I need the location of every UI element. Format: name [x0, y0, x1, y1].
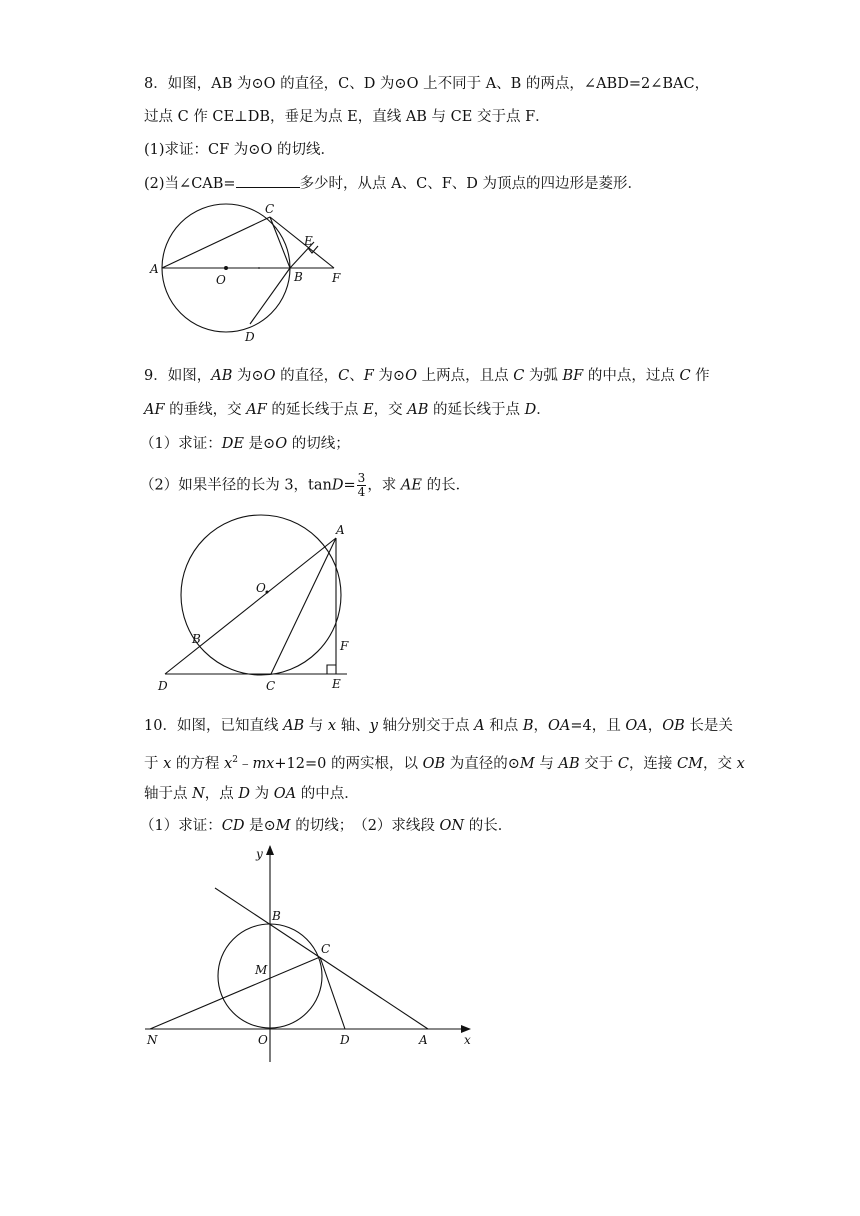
- q9-part2: （2）如果半径的长为 3，tanD= $\frac{3}{4}$ ，求 AE 的长．: [140, 471, 471, 499]
- q9-label-c: C: [266, 679, 276, 693]
- q8-mid-dot: [258, 267, 260, 269]
- q10-label-o: O: [258, 1033, 268, 1047]
- q8-label-a: A: [150, 262, 159, 276]
- q8-line1: 8．如图，AB 为⊙O 的直径，C、D 为⊙O 上不同于 A、B 的两点，∠ABD=2∠BAC，: [144, 76, 710, 92]
- q10-label-a: A: [419, 1033, 428, 1047]
- q10-line-ab: [215, 888, 428, 1029]
- q8-line2: 过点 C 作 CE⊥DB，垂足为点 E，直线 AB 与 CE 交于点 F．: [144, 109, 550, 125]
- q8-part2: [144, 173, 642, 194]
- q8-figure: [140, 200, 360, 350]
- answer-blank: [236, 173, 300, 188]
- q9-circle: [181, 515, 341, 675]
- q10-line-nc: [150, 957, 320, 1029]
- q8-part2-pre: (2)当∠CAB=: [144, 176, 236, 192]
- q8-label-f: F: [332, 271, 341, 285]
- q10-label-y: y: [256, 847, 263, 861]
- q8-label-o: O: [216, 273, 226, 287]
- q8-label-d: D: [245, 330, 255, 344]
- q8-center-dot: [224, 266, 228, 270]
- q9-right-angle-mark: [327, 665, 336, 674]
- q10-label-d: D: [340, 1033, 350, 1047]
- q10-line-cd: [320, 957, 345, 1029]
- q8-label-c: C: [265, 202, 275, 216]
- q8-part1: (1)求证：CF 为⊙O 的切线．: [144, 142, 335, 158]
- q9-fraction: $\frac{3}{4}$: [357, 471, 366, 499]
- q9-center-dot: [266, 591, 269, 594]
- q9-label-o: O: [256, 581, 266, 595]
- q8-label-e: E: [304, 234, 313, 248]
- q9-figure: [150, 520, 370, 695]
- q10-label-n: N: [147, 1033, 158, 1047]
- q9-label-a: A: [336, 523, 345, 537]
- q9-line2: AF 的垂线，交 AF 的延长线于点 E，交 AB 的延长线于点 D．: [144, 402, 551, 418]
- q9-label-f: F: [340, 639, 349, 653]
- q9-part1: （1）求证：DE 是⊙O 的切线；: [140, 436, 350, 452]
- q10-label-m: M: [255, 963, 268, 977]
- q9-chord-ac: [271, 538, 336, 674]
- q10-line1: 10．如图，已知直线 AB 与 x 轴、y 轴分别交于点 A 和点 B，OA=4，且 OA，OB 长是关: [144, 718, 733, 734]
- q10-parts: （1）求证：CD 是⊙M 的切线； （2）求线段 ON 的长．: [140, 818, 513, 834]
- q10-label-c: C: [321, 942, 331, 956]
- q10-line2: 于 x 的方程 $x^2﹣mx+12=0$ 的两实根，以 OB 为直径的⊙M 与 AB 交于 C，连接 CM，交 x: [144, 755, 745, 772]
- q9-label-b: B: [192, 632, 201, 646]
- q10-figure: [140, 840, 490, 1070]
- q9-line-da: [165, 538, 336, 674]
- q8-part2-post: 多少时，从点 A、C、F、D 为顶点的四边形是菱形．: [299, 176, 643, 192]
- q10-label-b: B: [272, 909, 281, 923]
- q8-label-b: B: [294, 270, 303, 284]
- q9-line1: 9．如图，AB 为⊙O 的直径，C、F 为⊙O 上两点，且点 C 为弧 BF 的中点，过点 C 作: [144, 368, 710, 384]
- q10-label-x: x: [464, 1033, 471, 1047]
- q9-label-e: E: [332, 677, 341, 691]
- q9-label-d: D: [158, 679, 168, 693]
- q10-line3: 轴于点 N，点 D 为 OA 的中点．: [144, 786, 359, 802]
